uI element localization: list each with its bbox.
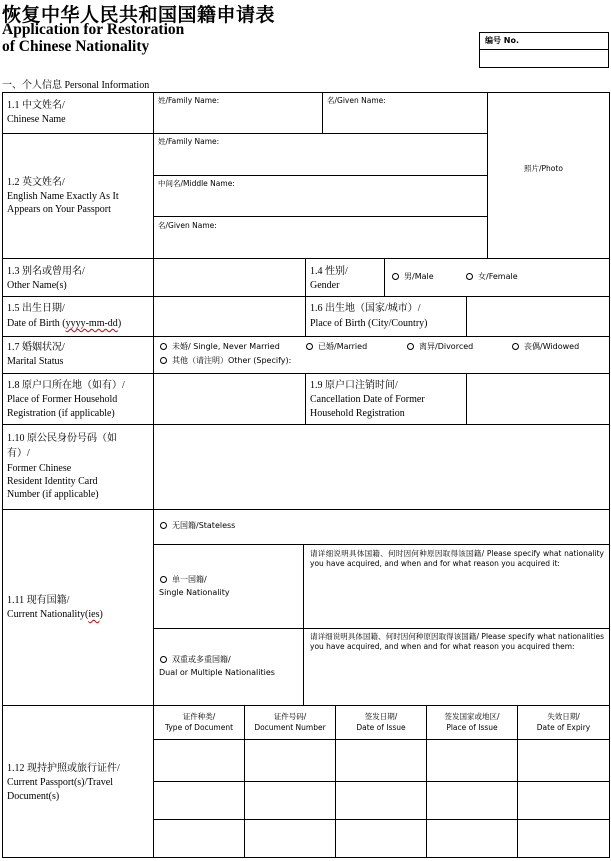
label-dob-en-end: ) xyxy=(117,318,122,329)
column-header-place-of-issue xyxy=(427,711,517,733)
column-header-cn: 失效日期/ xyxy=(547,712,580,721)
label-current-nationality-en xyxy=(7,609,103,621)
radio-circle-icon xyxy=(392,273,399,280)
radio-nationality-stateless[interactable] xyxy=(160,521,235,531)
radio-circle-icon xyxy=(160,357,167,364)
label-cancellation-date-en1: Cancellation Date of Former xyxy=(310,394,425,405)
radio-circle-icon xyxy=(407,343,414,350)
radio-label: 无国籍/Stateless xyxy=(172,521,236,530)
table-cell[interactable] xyxy=(427,740,517,781)
label-passport-cn: 1.12 现持护照或旅行证件/ xyxy=(7,763,120,774)
table-cell[interactable] xyxy=(245,782,335,819)
label-former-id-en2: Resident Identity Card xyxy=(7,476,98,487)
radio-circle-icon xyxy=(512,343,519,350)
label-marital-cn: 1.7 婚姻状况/ xyxy=(7,342,65,353)
form-title-english xyxy=(2,21,184,55)
table-cell[interactable] xyxy=(154,820,244,857)
radio-label: 离异/Divorced xyxy=(419,342,474,351)
radio-circle-icon xyxy=(306,343,313,350)
table-cell[interactable] xyxy=(336,782,426,819)
radio-label: 未婚/ Single, Never Married xyxy=(172,342,280,351)
radio-circle-icon xyxy=(466,273,473,280)
radio-label: 单一国籍/ xyxy=(172,575,207,584)
label-english-name-en2: Appears on Your Passport xyxy=(7,204,111,215)
field-english-family-name[interactable]: 姓/Family Name: xyxy=(158,137,220,146)
radio-gender-male[interactable] xyxy=(392,272,434,282)
label-current-nationality-en-plural: ies xyxy=(88,609,100,620)
label-other-names-cn: 1.3 别名或曾用名/ xyxy=(7,266,85,277)
column-header-cn: 签发国家或地区/ xyxy=(444,712,500,721)
serial-number-label: 编号 No. xyxy=(480,33,608,50)
field-place-of-birth[interactable] xyxy=(467,297,608,335)
radio-circle-icon xyxy=(160,522,167,529)
label-english-name-cn: 1.2 英文姓名/ xyxy=(7,177,65,188)
table-cell[interactable] xyxy=(245,740,335,781)
column-header-date-of-expiry xyxy=(518,711,609,733)
label-chinese-name-en: Chinese Name xyxy=(7,114,66,125)
radio-circle-icon xyxy=(160,343,167,350)
label-single-nationality-en: Single Nationality xyxy=(159,588,230,597)
radio-marital-single[interactable] xyxy=(160,342,280,352)
radio-nationality-multiple[interactable] xyxy=(160,655,231,665)
label-place-of-birth-cn: 1.6 出生地（国家/城市）/ xyxy=(310,303,421,314)
label-former-household-en2: Registration (if applicable) xyxy=(7,408,115,419)
table-cell[interactable] xyxy=(518,820,608,857)
label-gender-cn: 1.4 性别/ xyxy=(310,266,348,277)
label-dob-en-text: Date of Birth ( xyxy=(7,318,66,329)
label-other-names-en: Other Name(s) xyxy=(7,280,67,291)
radio-label: 其他（请注明）Other (Specify): xyxy=(172,356,292,365)
field-chinese-family-name[interactable]: 姓/Family Name: xyxy=(158,96,220,105)
note-single-nationality[interactable]: 请详细说明具体国籍、何时因何种原因取得该国籍/ Please specify what nationality you have acquired, and when and for what reason you acquired it: xyxy=(310,549,604,568)
label-multiple-nationality-en: Dual or Multiple Nationalities xyxy=(159,668,275,677)
label-current-nationality-en-end: ) xyxy=(99,609,103,620)
radio-label: 已婚/Married xyxy=(318,342,368,351)
label-former-id-en1: Former Chinese xyxy=(7,463,72,474)
label-former-household-en1: Place of Former Household xyxy=(7,394,118,405)
column-header-cn: 签发日期/ xyxy=(364,712,398,721)
table-cell[interactable] xyxy=(154,782,244,819)
serial-number-box xyxy=(479,32,609,68)
form-title-chinese: 恢复中华人民共和国国籍申请表 xyxy=(2,4,276,26)
radio-label: 丧偶/Widowed xyxy=(524,342,580,351)
label-passport-en2: Document(s) xyxy=(7,791,60,802)
column-header-en: Date of Expiry xyxy=(536,723,591,732)
field-cancellation-date[interactable] xyxy=(467,374,608,423)
label-current-nationality-cn: 1.11 现有国籍/ xyxy=(7,595,70,606)
label-former-id-en3: Number (if applicable) xyxy=(7,489,99,500)
column-header-cn: 证件号码/ xyxy=(273,712,307,721)
photo-placeholder[interactable]: 照片/Photo xyxy=(524,164,563,173)
field-english-given-name[interactable]: 名/Given Name: xyxy=(158,221,217,230)
field-chinese-given-name[interactable]: 名/Given Name: xyxy=(327,96,386,105)
field-former-id-number[interactable] xyxy=(154,425,608,508)
serial-number-field[interactable] xyxy=(480,50,608,67)
column-header-document-number xyxy=(245,711,335,733)
radio-label: 女/Female xyxy=(478,272,518,281)
column-header-en: Type of Document xyxy=(164,723,234,732)
radio-nationality-single[interactable] xyxy=(160,575,207,585)
table-cell[interactable] xyxy=(336,820,426,857)
radio-gender-female[interactable] xyxy=(466,272,518,282)
table-cell[interactable] xyxy=(336,740,426,781)
column-header-en: Date of Issue xyxy=(356,723,406,732)
label-dob-cn: 1.5 出生日期/ xyxy=(7,303,65,314)
form-title-english-line2: of Chinese Nationality xyxy=(2,38,150,55)
column-header-cn: 证件种类/ xyxy=(182,712,216,721)
label-chinese-name-cn: 1.1 中文姓名/ xyxy=(7,100,65,111)
radio-marital-widowed[interactable] xyxy=(512,342,579,352)
radio-marital-married[interactable] xyxy=(306,342,367,352)
radio-label: 男/Male xyxy=(404,272,434,281)
note-multiple-nationality[interactable]: 请详细说明具体国籍、何时因何种原因取得该国籍/ Please specify what nationalities you have acquired, and when and for what reason you acquired them: xyxy=(310,632,604,651)
radio-label: 双重或多重国籍/ xyxy=(172,655,231,664)
field-former-household[interactable] xyxy=(154,374,304,423)
label-former-id-cn2: 有）/ xyxy=(7,448,30,459)
label-gender-en: Gender xyxy=(310,280,340,291)
label-place-of-birth-en: Place of Birth (City/Country) xyxy=(310,318,428,329)
table-cell[interactable] xyxy=(518,740,608,781)
field-other-names[interactable] xyxy=(154,259,304,295)
label-english-name-en1: English Name Exactly As It xyxy=(7,191,119,202)
column-header-date-of-issue xyxy=(336,711,426,733)
form-title-english-line1: Application for Restoration xyxy=(2,21,185,38)
label-former-id-cn1: 1.10 原公民身份号码（如 xyxy=(7,433,117,444)
column-header-en: Place of Issue xyxy=(446,723,498,732)
field-english-middle-name[interactable]: 中间名/Middle Name: xyxy=(158,179,235,188)
column-header-document-type xyxy=(154,711,244,733)
label-cancellation-date-cn: 1.9 原户口注销时间/ xyxy=(310,380,398,391)
label-cancellation-date-en2: Household Registration xyxy=(310,408,405,419)
label-marital-en: Marital Status xyxy=(7,356,64,367)
table-cell[interactable] xyxy=(518,782,608,819)
table-cell[interactable] xyxy=(245,820,335,857)
table-cell[interactable] xyxy=(427,820,517,857)
label-passport-en1: Current Passport(s)/Travel xyxy=(7,777,114,788)
radio-marital-other[interactable] xyxy=(160,356,291,366)
section-personal-info-title: 一、个人信息 Personal Information xyxy=(2,80,150,91)
table-cell[interactable] xyxy=(154,740,244,781)
label-dob-en xyxy=(7,318,121,330)
label-former-household-cn: 1.8 原户口所在地（如有）/ xyxy=(7,380,125,391)
radio-circle-icon xyxy=(160,656,167,663)
radio-marital-divorced[interactable] xyxy=(407,342,473,352)
label-current-nationality-en-text: Current Nationality( xyxy=(7,609,89,620)
radio-circle-icon xyxy=(160,576,167,583)
table-cell[interactable] xyxy=(427,782,517,819)
column-header-en: Document Number xyxy=(254,723,326,732)
label-dob-format: yyyy-mm-dd xyxy=(65,318,118,329)
field-date-of-birth[interactable] xyxy=(154,297,304,335)
